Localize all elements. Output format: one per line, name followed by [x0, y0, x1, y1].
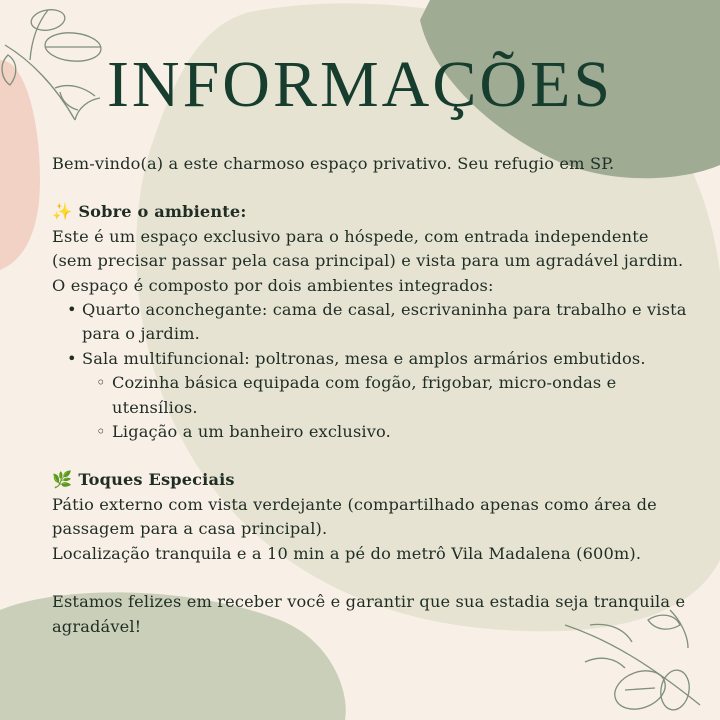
- patio-text: Pátio externo com vista verdejante (compartilhado apenas como área de passagem para a casa principal).: [52, 494, 657, 539]
- welcome-text: Bem-vindo(a) a este charmoso espaço privativo. Seu refugio em SP.: [52, 154, 615, 173]
- sparkles-icon: ✨: [52, 202, 73, 222]
- section-heading-ambiente: [52, 200, 692, 224]
- section-heading-toques: [52, 468, 692, 492]
- ambiente-composition: O espaço é composto por dois ambientes integrados:: [52, 275, 494, 295]
- section-heading-label: Sobre o ambiente:: [78, 202, 247, 222]
- room-list: [52, 298, 692, 444]
- page-title: INFORMAÇÕES: [106, 48, 614, 121]
- ambiente-intro: Este é um espaço exclusivo para o hóspede, com entrada independente (sem precisar passar pela casa principal) e vista para um agradável jardim.: [52, 226, 684, 271]
- info-content: [52, 152, 692, 639]
- sub-list-item: ◦ Cozinha básica equipada com fogão, frigobar, micro-ondas e utensílios.: [52, 371, 692, 420]
- section-heading-label: Toques Especiais: [78, 470, 235, 490]
- list-item: • Quarto aconchegante: cama de casal, escrivaninha para trabalho e vista para o jardim.: [52, 298, 692, 347]
- closing-text: Estamos felizes em receber você e garantir que sua estadia seja tranquila e agradável!: [52, 592, 686, 636]
- sub-list-item: ◦ Ligação a um banheiro exclusivo.: [52, 420, 692, 444]
- location-text: Localização tranquila e a 10 min a pé do metrô Vila Madalena (600m).: [52, 543, 642, 563]
- list-item: • Sala multifuncional: poltronas, mesa e amplos armários embutidos.: [52, 347, 692, 371]
- herb-icon: 🌿: [52, 470, 73, 490]
